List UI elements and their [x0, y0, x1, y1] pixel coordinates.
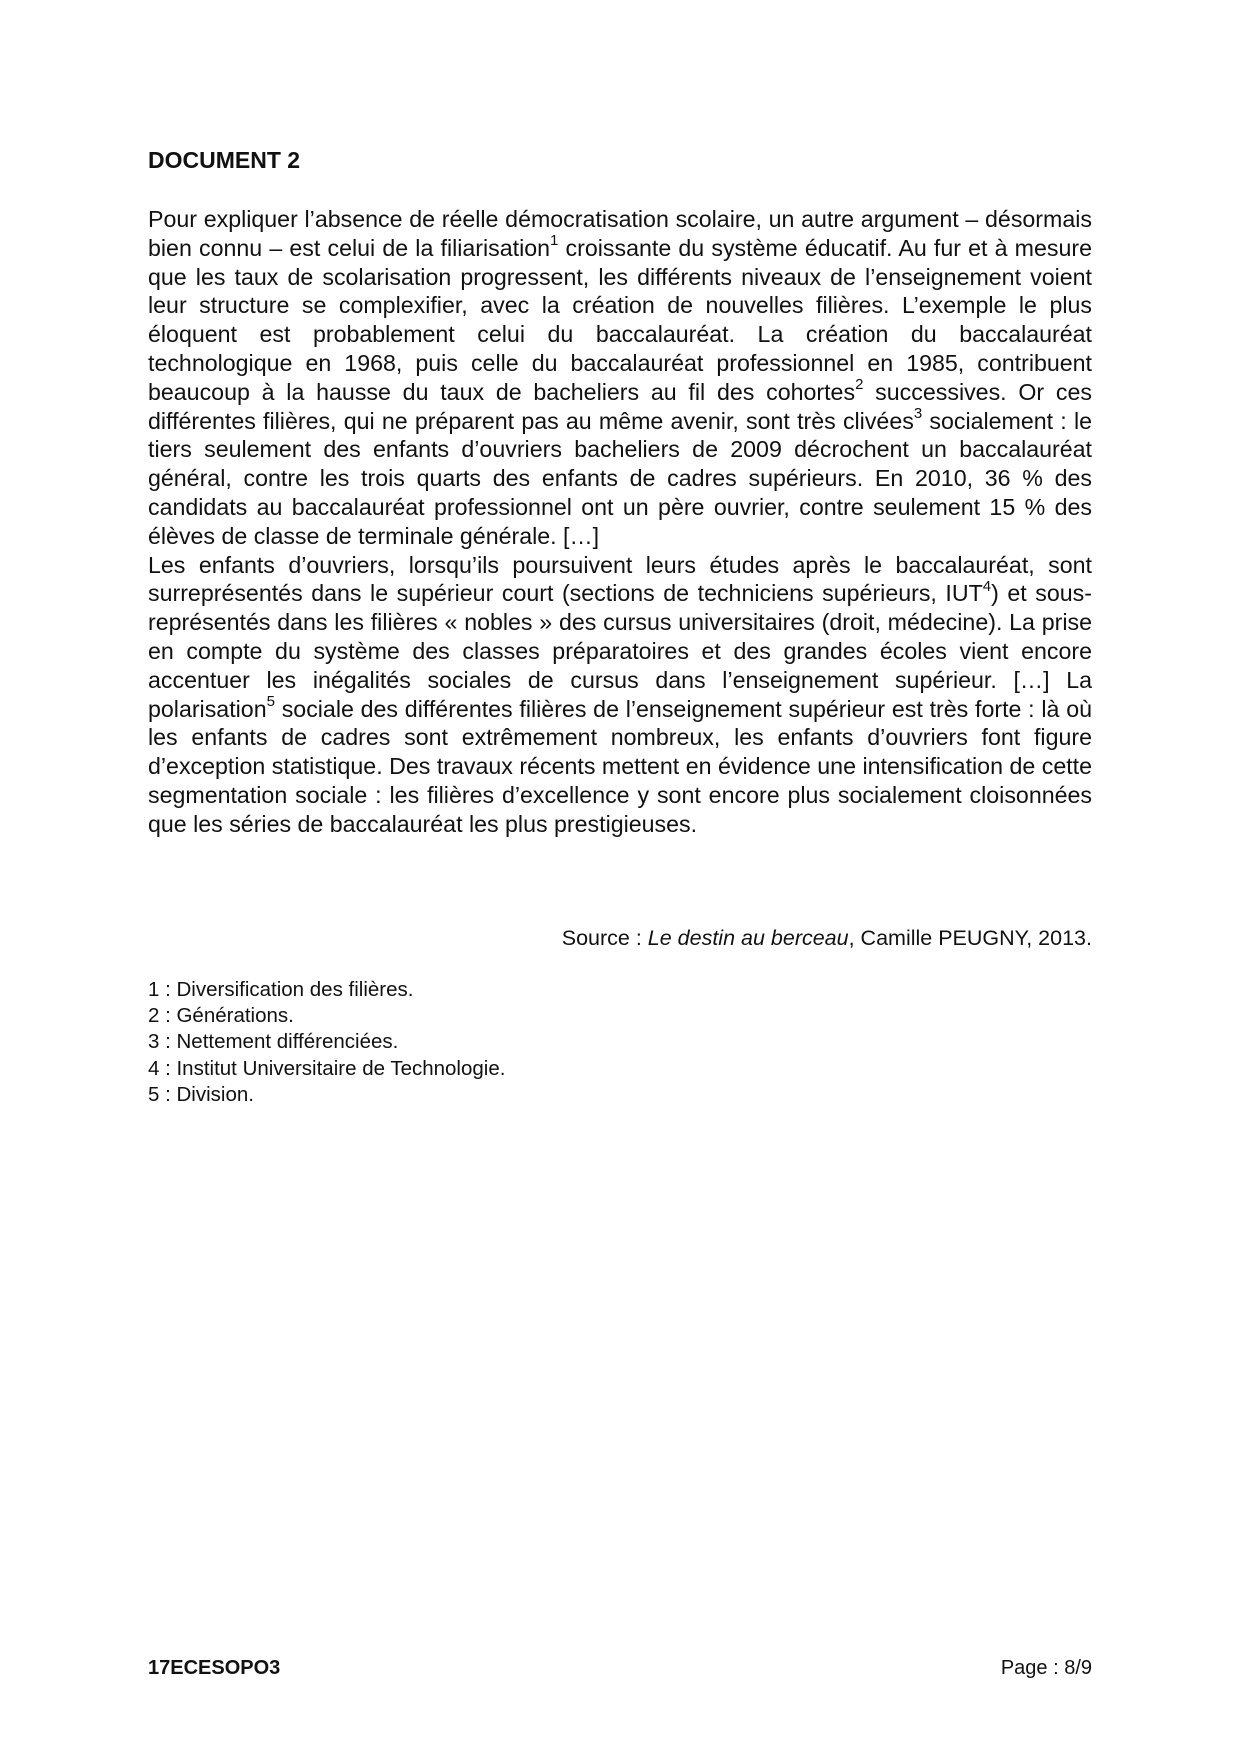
footnote-item: 5 : Division. — [148, 1082, 254, 1106]
document-page — [148, 0, 1092, 1754]
footnote-item: 2 : Générations. — [148, 1004, 294, 1028]
source-citation — [562, 924, 1092, 952]
paragraph-1 — [148, 205, 1092, 551]
page-number: Page : 8/9 — [1000, 1657, 1092, 1679]
paragraph-1-text-d: socialement : le tiers seulement des enfants d’ouvriers bacheliers de 2009 décrochent un baccalauréat général, contre les trois quarts des enfants de cadres supérieurs. En 2010, 36 % des candidats au baccalauréat professionnel ont un père ouvrier, contre seulement 15 % des élèves de classe de terminale générale. […] — [148, 407, 1093, 549]
paragraph-2-text-b: ) et sous-représentés dans les filières « nobles » des cursus universitaires (droit, médecine). La prise en compte du système des classes préparatoires et des grandes écoles vient encore accentuer les inégalités sociales de cursus dans l’enseignement supérieur. […] La polarisation — [148, 580, 1092, 722]
footnote-item: 1 : Diversification des filières. — [148, 978, 414, 1001]
paragraph-1-text-b: croissante du système éducatif. Au fur et à mesure que les taux de scolarisation progressent, les différents niveaux de l’enseignement voient leur structure se complexifier, avec la création de nouvelles filières. L’exemple le plus éloquent est probablement celui du baccalauréat. La création du baccalauréat technologique en 1968, puis celle du baccalauréat professionnel en 1985, contribuent beaucoup à la hausse du taux de bacheliers au fil des cohortes — [148, 234, 1092, 405]
source-book-title: Le destin au berceau — [647, 926, 849, 950]
footnote-ref-5: 5 — [266, 692, 275, 710]
footnote-ref-1: 1 — [550, 232, 559, 250]
paragraph-1-text-c: successives. Or ces différentes filières, qui ne préparent pas au même avenir, sont très clivées — [148, 378, 1093, 434]
footnote-ref-4: 4 — [982, 577, 992, 595]
source-suffix: , Camille PEUGNY, 2013. — [848, 926, 1092, 950]
document-title: DOCUMENT 2 — [148, 147, 301, 173]
footnote-ref-3: 3 — [913, 404, 923, 422]
footnotes-list — [148, 977, 505, 1108]
paragraph-1-text-a: Pour expliquer l’absence de réelle démocratisation scolaire, un autre argument – désormais bien connu – est celui de la filiarisation — [148, 206, 1092, 261]
document-body — [148, 205, 1092, 839]
footnote-ref-2: 2 — [855, 376, 864, 394]
source-prefix: Source : — [561, 926, 648, 950]
exam-code: 17ECESOPO3 — [148, 1657, 281, 1679]
paragraph-2-text-a: Les enfants d’ouvriers, lorsqu’ils poursuivent leurs études après le baccalauréat, sont surreprésentés dans le supérieur court (sections de techniciens supérieurs, IUT — [148, 551, 1092, 607]
paragraph-2-text-c: sociale des différentes filières de l’enseignement supérieur est très forte : là où les enfants de cadres sont extrêmement nombreux, les enfants d’ouvriers font figure d’exception statistique. Des travaux récents mettent en évidence une intensification de cette segmentation sociale : les filières d’excellence y sont encore plus socialement cloisonnées que les séries de baccalauréat les plus prestigieuses. — [148, 695, 1092, 837]
footnote-item: 4 : Institut Universitaire de Technologie. — [148, 1056, 506, 1080]
paragraph-2 — [148, 551, 1092, 839]
footnote-item: 3 : Nettement différenciées. — [148, 1030, 399, 1054]
